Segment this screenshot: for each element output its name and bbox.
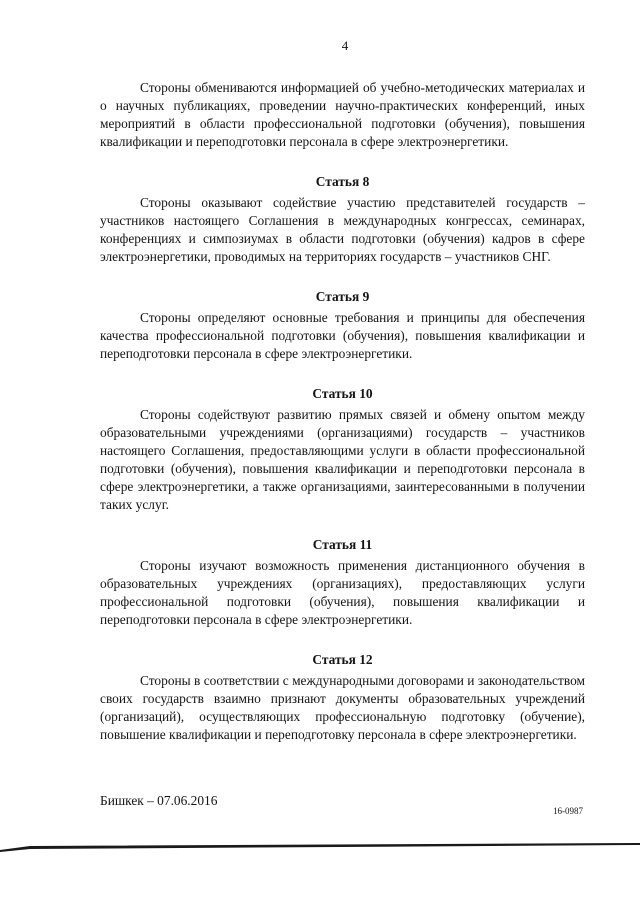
intro-paragraph: Стороны обмениваются информацией об учебно-методических материалах и о научных публикациях, проведении научно-практических конференций, иных мероприятий в области профессиональной подготовки (обучения), повышения квалификации и переподготовки персонала в сфере электроэнергетики.	[100, 80, 585, 149]
article-heading: Статья 8	[315, 174, 370, 189]
article-text: Стороны в соответствии с международными договорами и законодательством своих государств взаимно признают документы образовательных учреждений (организаций), осуществляющих профессиональную подготовку (обучение), повышение квалификации и переподготовку персонала в сфере электроэнергетики.	[100, 673, 585, 742]
article-text: Стороны содействуют развитию прямых связей и обмену опытом между образовательными учреждениями (организациями) государств – участников настоящего Соглашения, предоставляющими услуги в области профессиональной подготовки (обучения), повышения квалификации и переподготовки персонала в сфере электроэнергетики, а также организациями, заинтересованными в получении таких услуг.	[100, 407, 585, 512]
article-heading: Статья 10	[312, 386, 373, 401]
article-heading: Статья 9	[315, 289, 370, 304]
article-8	[100, 173, 585, 266]
document-body	[100, 79, 585, 744]
article-11	[100, 536, 585, 629]
scan-edge-line	[0, 842, 640, 854]
article-heading: Статья 12	[312, 652, 373, 667]
article-text: Стороны изучают возможность применения дистанционного обучения в образовательных учреждениях (организациях), предоставляющих услуги профессиональной подготовки (обучения), повышения квалификации и переподготовки персонала в сфере электроэнергетики.	[100, 558, 585, 627]
article-text: Стороны оказывают содействие участию представителей государств – участников настоящего Соглашения в международных конгрессах, семинарах, конференциях и симпозиумах в области подготовки (обучения) кадров в сфере электроэнергетики, проводимых на территориях государств – участников СНГ.	[100, 195, 585, 264]
page-number: 4	[341, 38, 349, 53]
city-date: Бишкек – 07.06.2016	[100, 793, 218, 808]
document-code: 16-0987	[553, 806, 583, 816]
article-9	[100, 288, 585, 363]
article-12	[100, 651, 585, 744]
article-10	[100, 385, 585, 514]
article-text: Стороны определяют основные требования и принципы для обеспечения качества профессиональной подготовки (обучения), повышения квалификации и переподготовки персонала в сфере электроэнергетики.	[100, 310, 585, 361]
article-heading: Статья 11	[312, 537, 373, 552]
